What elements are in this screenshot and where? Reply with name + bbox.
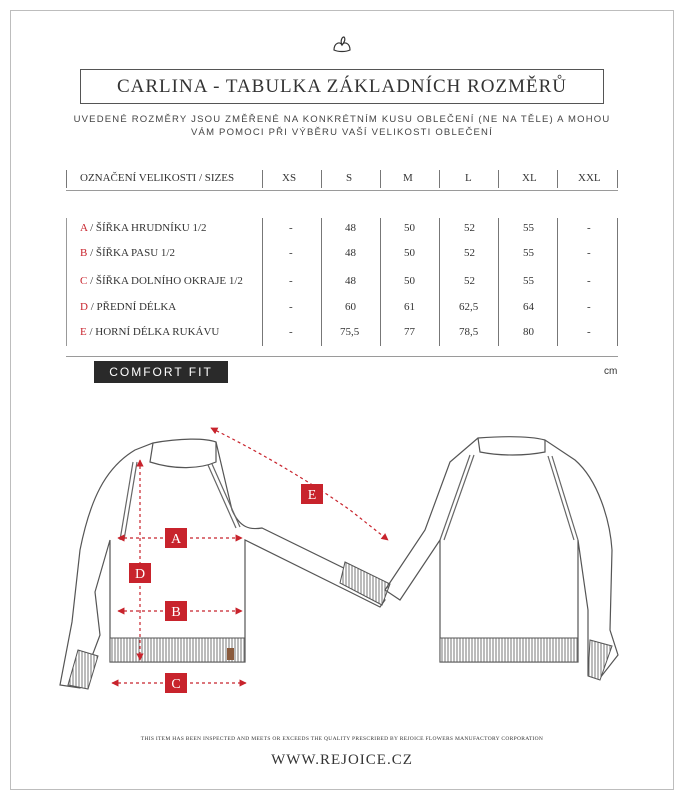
quality-note: THIS ITEM HAS BEEN INSPECTED AND MEETS OR EXCEEDS THE QUALITY PRESCRIBED BY REJOICE FLOWERS MANUFACTORY CORPORATION [140,736,544,742]
column-separator [380,218,381,346]
size-header-xl: XL [522,172,537,184]
column-separator [321,170,322,188]
table-cell: 50 [404,247,415,259]
comfort-fit-badge: COMFORT FIT [94,361,228,383]
column-separator [380,170,381,188]
table-row-label-c [80,275,243,287]
table-cell: 55 [523,222,534,234]
table-cell: - [289,247,293,259]
column-separator [66,170,67,188]
size-header-xs: XS [282,172,297,184]
column-separator [321,218,322,346]
table-cell: 75,5 [340,326,360,338]
row-letter-d: D [80,301,88,313]
table-cell: 62,5 [459,301,479,313]
back-hem-rib [440,638,578,662]
table-cell: - [289,222,293,234]
table-cell: 52 [464,247,475,259]
measure-label-d: D [134,567,146,582]
column-separator [439,170,440,188]
column-separator [557,170,558,188]
row-letter-b: B [80,247,88,259]
measure-c [112,673,246,693]
table-cell: - [587,301,591,313]
table-cell: 48 [345,275,356,287]
row-name-c: / ŠÍŘKA DOLNÍHO OKRAJE 1/2 [87,275,243,287]
table-cell: 77 [404,326,415,338]
size-header-l: L [465,172,472,184]
table-cell: 64 [523,301,534,313]
table-cell: - [289,301,293,313]
label-tag [227,648,234,660]
table-row-label-b [80,247,175,259]
column-separator [617,170,618,188]
column-separator [498,218,499,346]
table-cell: 60 [345,301,356,313]
measure-label-b: B [171,605,181,620]
table-cell: 61 [404,301,415,313]
table-cell: 52 [464,222,475,234]
row-name-b: / ŠÍŘKA PASU 1/2 [87,247,175,259]
table-row-label-a [80,222,207,234]
column-separator [617,218,618,346]
size-header-m: M [403,172,413,184]
measure-label-a: A [170,532,182,547]
unit-label: cm [604,366,618,377]
measure-label-c: C [171,677,181,692]
row-name-a: / ŠÍŘKA HRUDNÍKU 1/2 [87,222,207,234]
subtitle-line-1: UVEDENÉ ROZMĚRY JSOU ZMĚŘENÉ NA KONKRÉTNÍM KUSU OBLEČENÍ (NE NA TĚLE) A MOHOU [73,114,611,125]
column-separator [66,218,67,346]
subtitle [60,113,624,139]
row-letter-e: E [80,326,87,338]
table-header-label: OZNAČENÍ VELIKOSTI / SIZES [80,172,235,184]
measure-label-e: E [307,488,317,503]
table-divider-top [66,190,618,191]
table-cell: 50 [404,222,415,234]
table-row-label-d [80,301,176,313]
size-header-xxl: XXL [578,172,601,184]
flower-icon [330,35,354,55]
size-header-s: S [346,172,353,184]
table-cell: 48 [345,222,356,234]
front-hem-rib [110,638,245,662]
table-cell: 80 [523,326,534,338]
table-cell: - [289,326,293,338]
back-cuff-rib [588,640,612,680]
table-cell: 55 [523,275,534,287]
table-cell: 52 [464,275,475,287]
front-cuff-rib-left [68,650,98,689]
table-divider-bottom [66,356,618,357]
column-separator [557,218,558,346]
table-cell: - [587,275,591,287]
table-cell: 55 [523,247,534,259]
measure-a [118,528,242,548]
table-cell: - [587,222,591,234]
row-name-e: / HORNÍ DÉLKA RUKÁVU [86,326,220,338]
garment-diagram [0,400,684,700]
row-name-d: / PŘEDNÍ DÉLKA [87,301,177,313]
table-cell: - [587,247,591,259]
table-cell: - [289,275,293,287]
table-cell: 50 [404,275,415,287]
column-separator [439,218,440,346]
row-letter-a: A [80,222,88,234]
measure-e [211,428,388,540]
measure-b [118,601,242,621]
column-separator [262,170,263,188]
row-letter-c: C [80,275,88,287]
column-separator [498,170,499,188]
table-cell: 78,5 [459,326,479,338]
column-separator [262,218,263,346]
website-link[interactable]: WWW.REJOICE.CZ [271,752,413,768]
page-title: CARLINA - TABULKA ZÁKLADNÍCH ROZMĚRŮ [80,69,604,104]
front-cuff-rib [340,562,390,605]
table-cell: 48 [345,247,356,259]
subtitle-line-2: VÁM POMOCI PŘI VÝBĚRU VAŠÍ VELIKOSTI OBLEČENÍ [191,127,493,138]
table-row-label-e [80,326,219,338]
table-cell: - [587,326,591,338]
